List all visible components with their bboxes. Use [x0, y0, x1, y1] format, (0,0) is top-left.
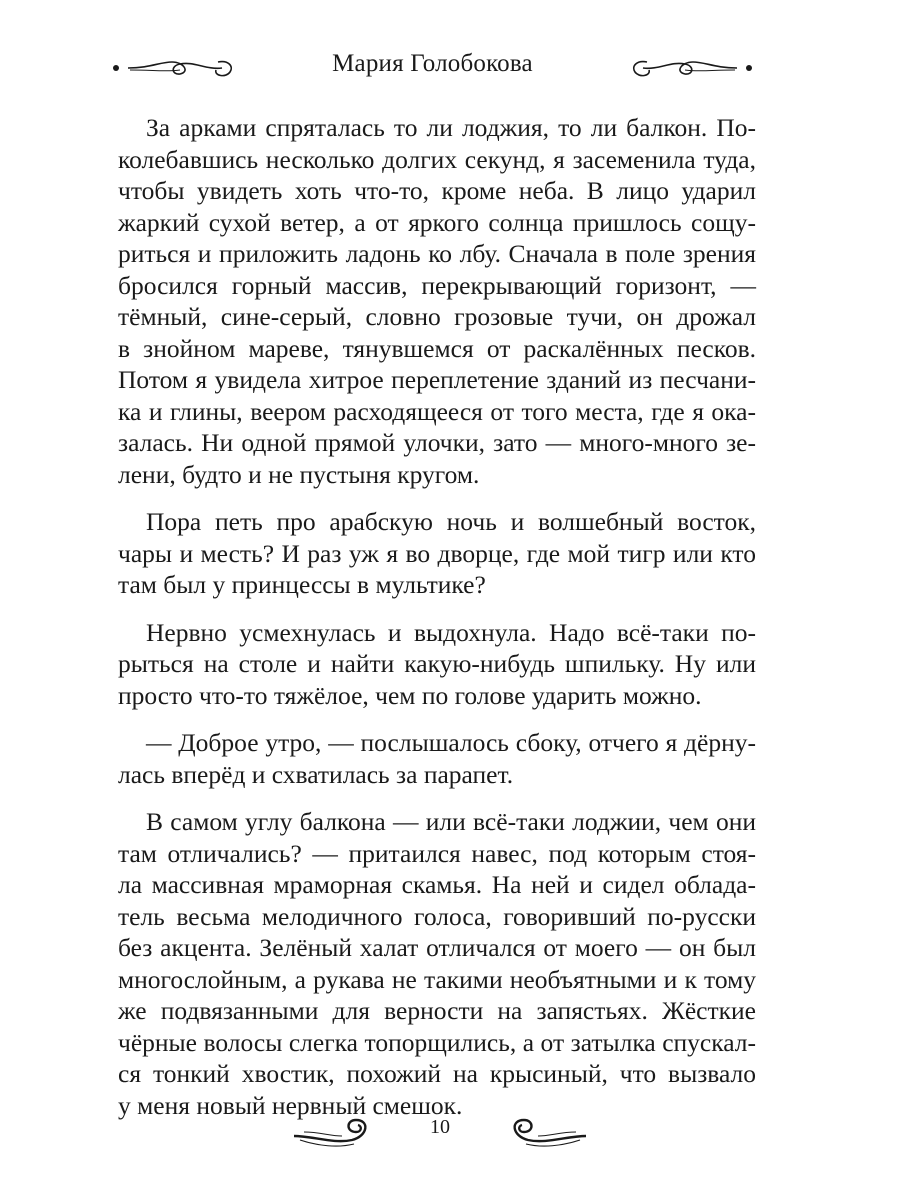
text-line: бросился горный массив, перекрывающий горизонт, — [118, 270, 756, 300]
text-line: риться и приложить ладонь ко лбу. Сначала в поле зрения [118, 239, 756, 268]
body-text [118, 112, 756, 1137]
text-line: в знойном мареве, тянувшемся от раскалённых песков. [118, 333, 756, 363]
text-line: же подвязанными для верности на запястьях. Жёсткие [118, 996, 756, 1025]
swirl-right-icon [500, 1110, 590, 1154]
text-line: ла массивная мраморная скамья. На ней и сидел облада- [118, 870, 756, 899]
text-line: — Доброе утро, — послышалось сбоку, отчего я дёрну- [146, 728, 756, 757]
paragraph [118, 806, 756, 1121]
paragraph [118, 727, 756, 790]
text-line: залась. Ни одной прямой улочки, зато — много-много зе- [118, 428, 756, 457]
text-line: За арками спряталась то ли лоджия, то ли балкон. По- [146, 113, 756, 142]
text-line: у меня новый нервный смешок. [118, 1090, 463, 1120]
text-line: Потом я увидела хитрое переплетение зданий из песчани- [118, 365, 756, 394]
page-number: 10 [430, 1116, 450, 1138]
text-line: жаркий сухой ветер, а от яркого солнца пришлось сощу- [118, 207, 756, 237]
text-line: там был у принцессы в мультике? [118, 570, 486, 599]
paragraph [118, 617, 756, 712]
paragraph [118, 506, 756, 601]
text-line: В самом углу балкона — или всё-таки лоджии, чем они [146, 807, 756, 836]
text-line: ся тонкий хвостик, похожий на крысиный, что вызвало [118, 1059, 756, 1088]
text-line: чтобы увидеть хоть что-то, кроме неба. В лицо ударил [118, 176, 756, 205]
text-line: чары и месть? И раз уж я во дворце, где мой тигр или кто [118, 538, 756, 568]
text-line: рыться на столе и найти какую-нибудь шпильку. Ну или [118, 649, 756, 678]
running-header [110, 44, 755, 88]
text-line: Нервно усмехнулась и выдохнула. Надо всё-таки по- [146, 617, 756, 647]
text-line: колебавшись несколько долгих секунд, я засеменила туда, [118, 144, 756, 174]
text-line: тёмный, сине-серый, словно грозовые тучи, он дрожал [118, 302, 756, 331]
text-line: просто что-то тяжёлое, чем по голове ударить можно. [118, 680, 702, 710]
text-line: тель весьма мелодичного голоса, говоривший по-русски [118, 901, 756, 931]
text-line: лени, будто и не пустыня кругом. [118, 459, 480, 489]
text-line: ка и глины, веером расходящееся от того места, где я ока- [118, 396, 756, 426]
text-line: Пора петь про арабскую ночь и волшебный восток, [146, 507, 756, 536]
running-title: Мария Голобокова [332, 50, 533, 77]
paragraph [118, 112, 756, 490]
page-footer [290, 1106, 590, 1156]
text-line: многослойным, а рукава не такими необъятными и к тому [118, 964, 756, 994]
flourish-right-icon [625, 48, 755, 84]
text-line: там отличались? — притаился навес, под которым стоя- [118, 838, 756, 868]
text-line: чёрные волосы слегка топорщились, а от затылка спускал- [118, 1027, 756, 1057]
text-line: без акцента. Зелёный халат отличался от моего — он был [118, 933, 756, 962]
text-line: лась вперёд и схватилась за парапет. [118, 759, 514, 789]
